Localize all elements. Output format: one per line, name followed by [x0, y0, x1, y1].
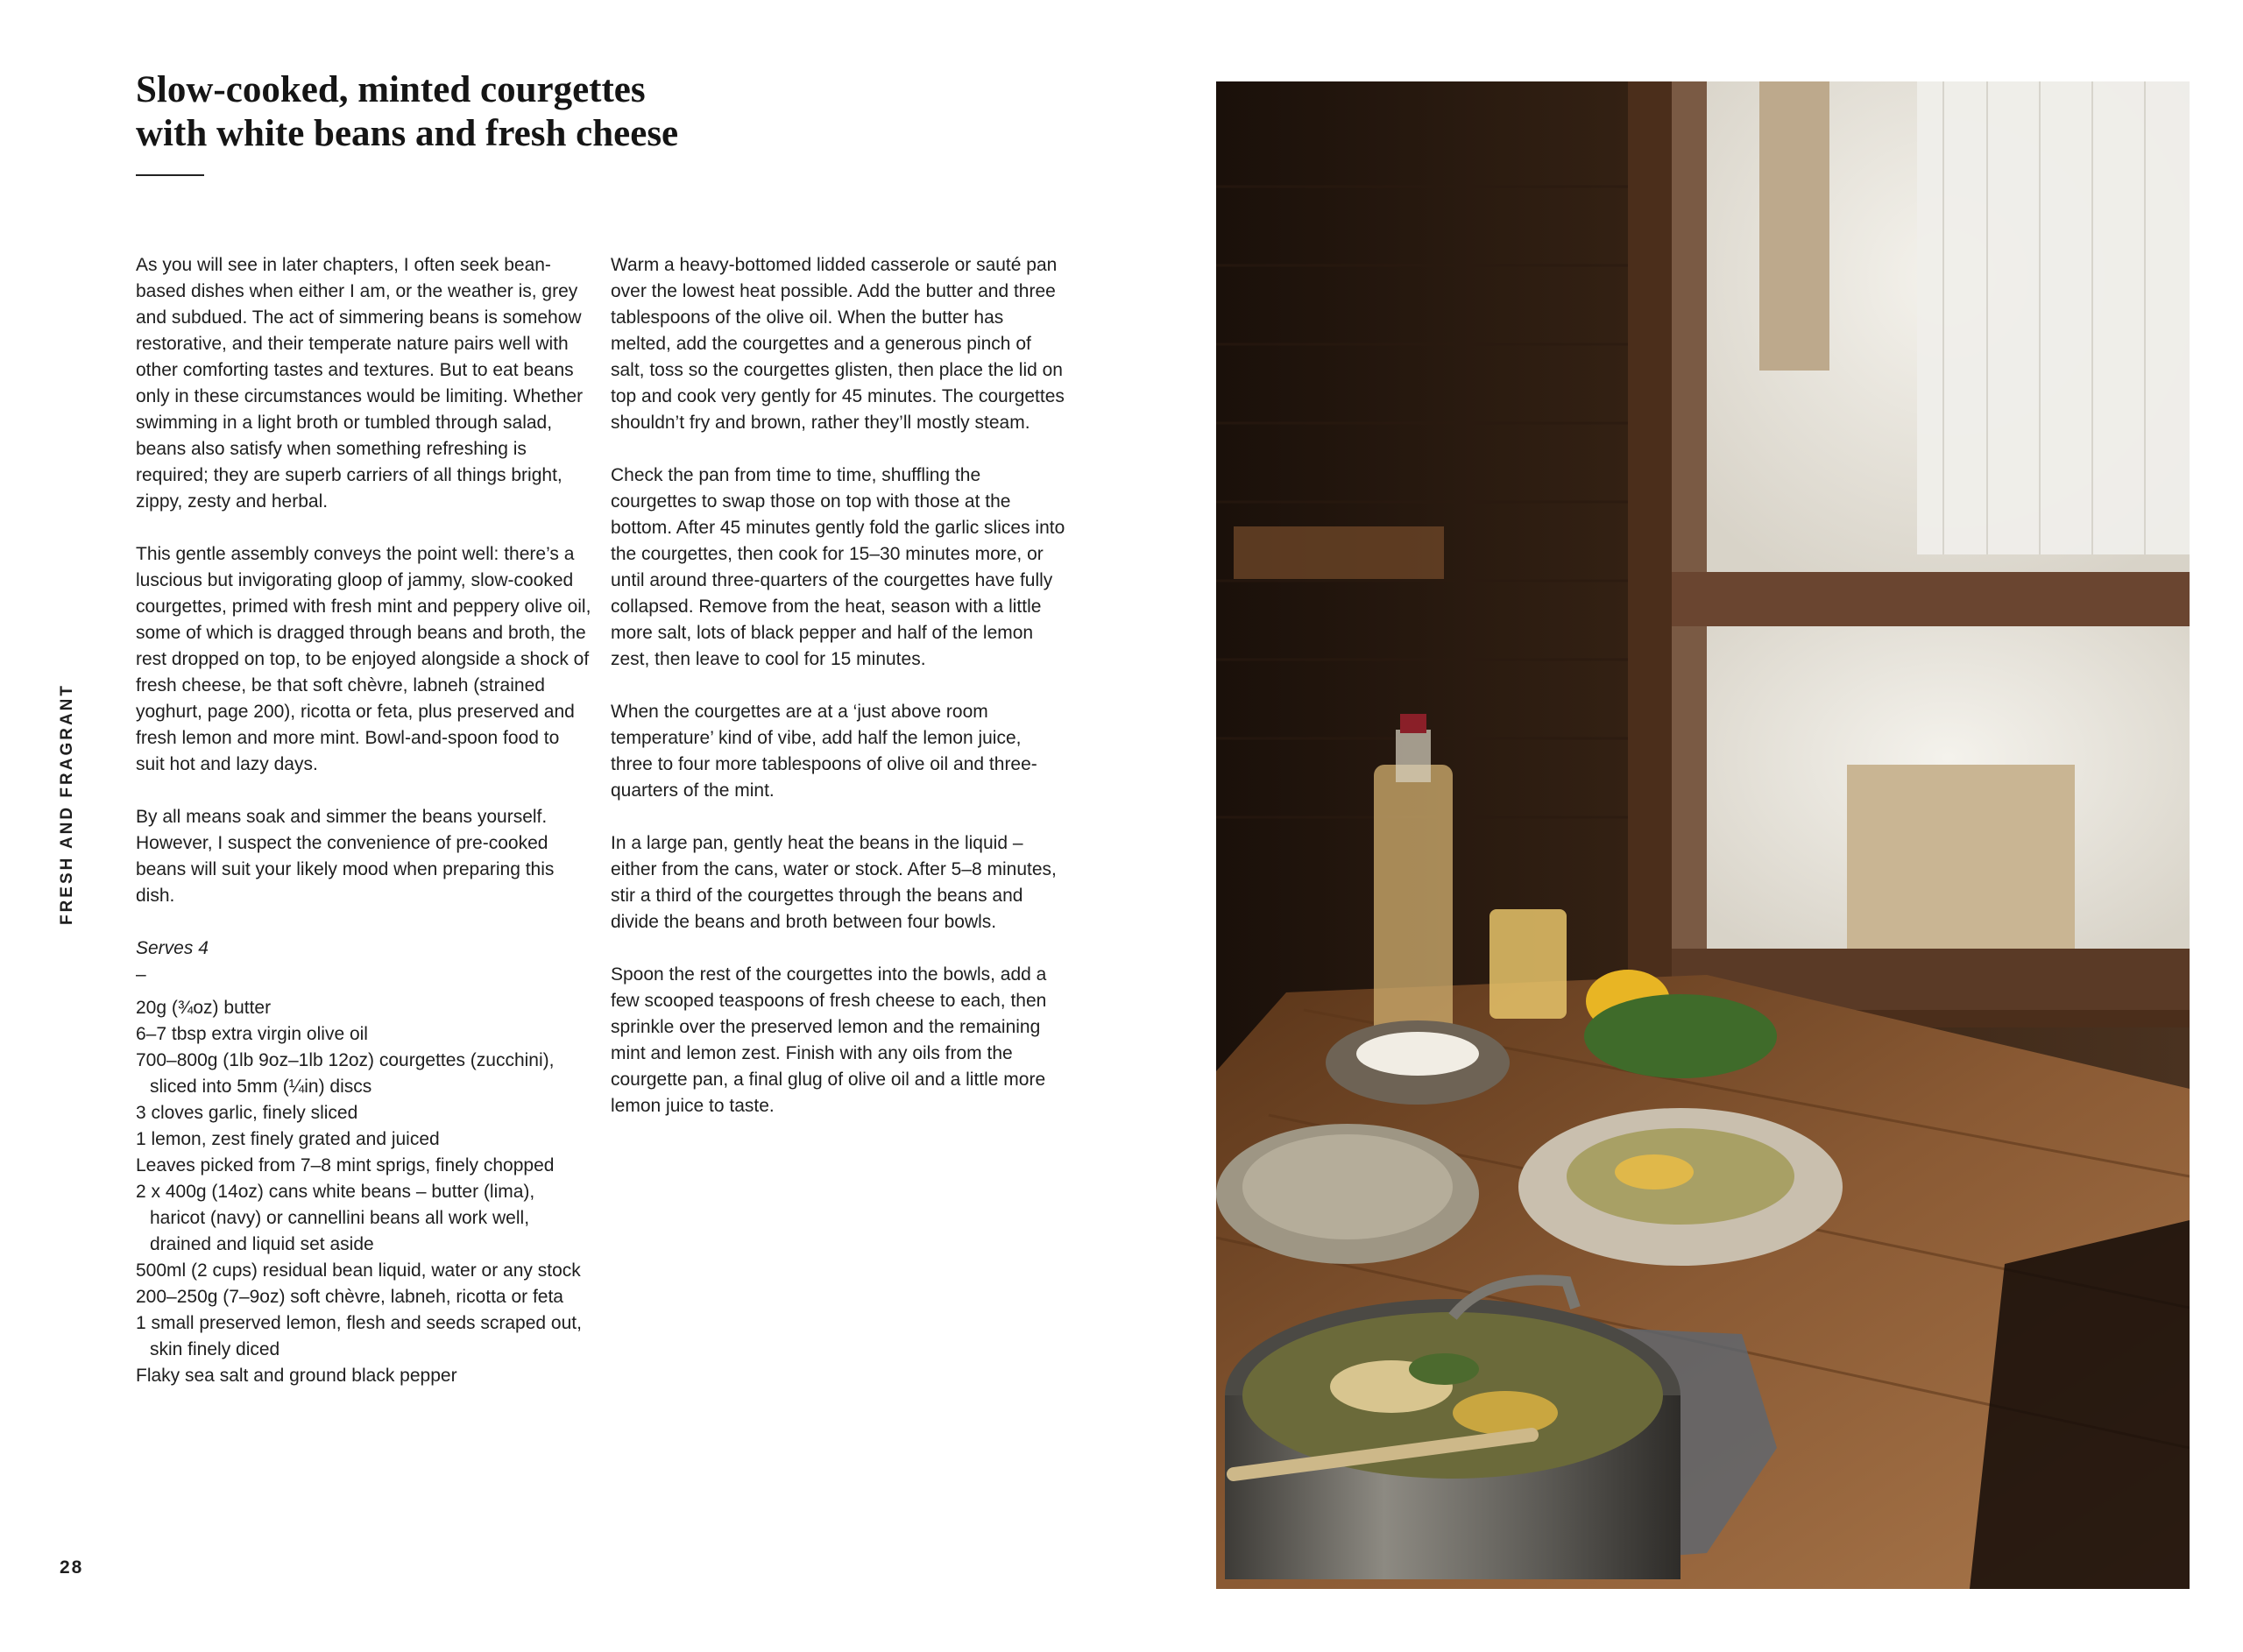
method-column [611, 252, 1066, 1146]
serves-label: Serves 4 [136, 938, 209, 958]
method-step-4: In a large pan, gently heat the beans in the liquid – either from the cans, water or stock. After 5–8 minutes, stir a third of the courgettes through the beans and divide the beans and broth between four bowls. [611, 833, 1057, 932]
ingredient-item: 6–7 tbsp extra virgin olive oil [136, 1024, 368, 1044]
page-number: 28 [60, 1557, 84, 1578]
chapter-label: FRESH AND FRAGRANT [58, 683, 76, 926]
recipe-photo [1216, 81, 2190, 1589]
recipe-title [136, 68, 924, 156]
method-step-1: Warm a heavy-bottomed lidded casserole or sauté pan over the lowest heat possible. Add the butter and three tablespoons of the olive oil. When the butter has melted, add the courgettes and a generous pinch of salt, toss so the courgettes glisten, then place the lid on top and cook very gently for 45 minutes. The courgettes shouldn’t fry and brown, rather they’ll mostly steam. [611, 255, 1065, 433]
ingredient-item: 2 x 400g (14oz) cans white beans – butter (lima), haricot (navy) or cannellini beans all work well, drained and liquid set aside [136, 1182, 535, 1254]
intro-paragraph-1: As you will see in later chapters, I often seek bean-based dishes when either I am, or the weather is, grey and subdued. The act of simmering beans is somehow restorative, and their temperate nature pairs well with other comforting tastes and textures. But to eat beans only in these circumstances would be limiting. Whether swimming in a light broth or tumbled through salad, beans also satisfy when something refreshing is required; they are superb carriers of all things bright, zippy, zesty and herbal. [136, 255, 584, 512]
ingredient-item: 1 lemon, zest finely grated and juiced [136, 1129, 440, 1149]
method-step-2: Check the pan from time to time, shuffling the courgettes to swap those on top with those at the bottom. After 45 minutes gently fold the garlic slices into the courgettes, then cook for 15–30 minutes more, or until around three-quarters of the courgettes have fully collapsed. Remove from the heat, season with a little more salt, lots of black pepper and half of the lemon zest, then leave to cool for 15 minutes. [611, 465, 1065, 669]
ingredient-item: 1 small preserved lemon, flesh and seeds scraped out, skin finely diced [136, 1313, 582, 1359]
ingredient-item: 20g (¾oz) butter [136, 998, 272, 1018]
ingredient-item: 3 cloves garlic, finely sliced [136, 1103, 358, 1123]
ingredient-item: 200–250g (7–9oz) soft chèvre, labneh, ricotta or feta [136, 1287, 563, 1307]
ingredient-item: Leaves picked from 7–8 mint sprigs, finely chopped [136, 1155, 555, 1175]
intro-paragraph-2: This gentle assembly conveys the point well: there’s a luscious but invigorating gloop of jammy, slow-cooked courgettes, primed with fresh mint and peppery olive oil, some of which is dragged through beans and broth, the rest dropped on top, to be enjoyed alongside a shock of fresh cheese, be that soft chèvre, labneh (strained yoghurt, page 200), ricotta or feta, plus preserved and fresh lemon and more mint. Bowl-and-spoon food to suit hot and lazy days. [136, 544, 591, 774]
ingredient-item: 500ml (2 cups) residual bean liquid, water or any stock [136, 1260, 581, 1281]
recipe-title-line-2: with white beans and fresh cheese [136, 113, 679, 154]
ingredient-list [136, 995, 591, 1389]
intro-paragraph-3: By all means soak and simmer the beans yourself. However, I suspect the convenience of pre-cooked beans will suit your likely mood when preparing this dish. [136, 807, 555, 906]
method-step-5: Spoon the rest of the courgettes into the bowls, add a few scooped teaspoons of fresh cheese to each, then sprinkle over the preserved lemon and the remaining mint and lemon zest. Finish with any oils from the courgette pan, a final glug of olive oil and a little more lemon juice to taste. [611, 964, 1047, 1116]
serves-dash: – [136, 964, 146, 985]
intro-column [136, 252, 591, 1389]
ingredient-item: 700–800g (1lb 9oz–1lb 12oz) courgettes (zucchini), sliced into 5mm (¼in) discs [136, 1050, 555, 1097]
recipe-title-line-1: Slow-cooked, minted courgettes [136, 69, 646, 110]
method-step-3: When the courgettes are at a ‘just above room temperature’ kind of vibe, add half the lemon juice, three to four more tablespoons of olive oil and three-quarters of the mint. [611, 702, 1037, 801]
title-divider [136, 174, 204, 176]
recipe-photo-illustration [1216, 81, 2190, 1589]
ingredient-item: Flaky sea salt and ground black pepper [136, 1366, 457, 1386]
